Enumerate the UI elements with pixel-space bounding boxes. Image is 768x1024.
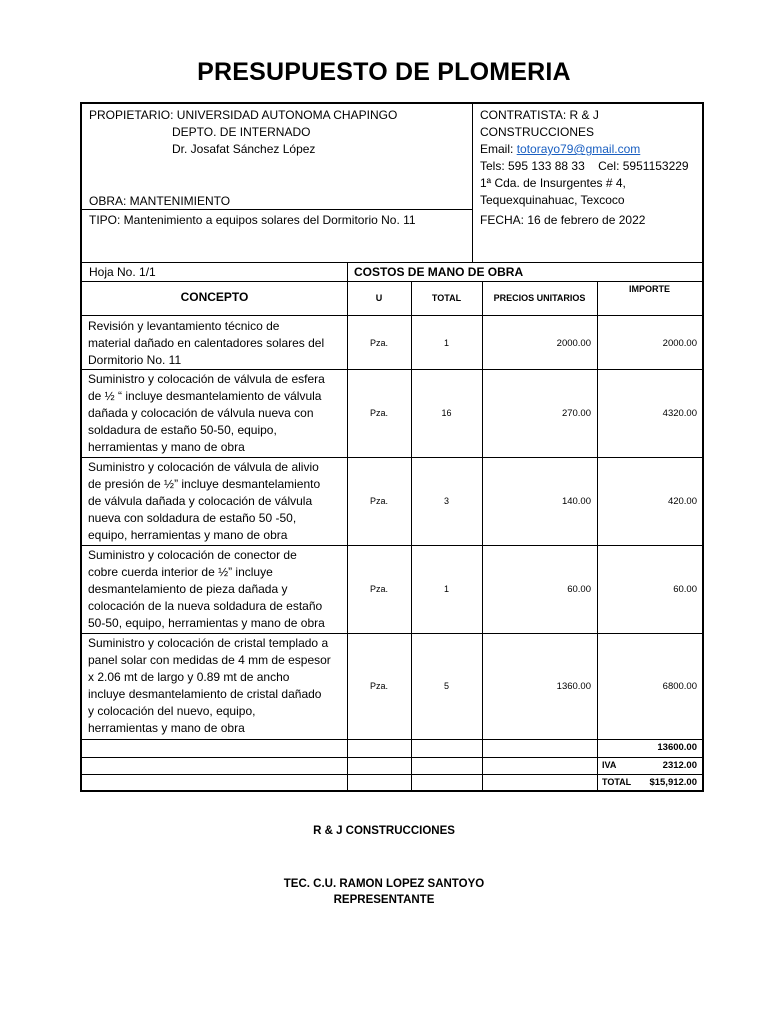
fecha-label: FECHA: 16 de febrero de 2022: [480, 213, 646, 227]
iva-label: IVA: [602, 760, 617, 770]
row-quantity: 5: [443, 681, 449, 691]
concept-line: y colocación del nuevo, equipo,: [88, 704, 256, 718]
concept-line: 50-50, equipo, herramientas y mano de obra: [88, 616, 325, 630]
obra-label: OBRA: MANTENIMIENTO: [89, 194, 231, 208]
iva-value: 2312.00: [662, 760, 697, 771]
propietario-label: PROPIETARIO: UNIVERSIDAD AUTONOMA CHAPINGO: [89, 108, 398, 122]
row-unit: Pza.: [369, 338, 388, 348]
phones: Tels: 595 133 88 33 Cel: 5951153229: [480, 159, 689, 173]
row-amount: 60.00: [673, 584, 697, 595]
subtotal-value: 13600.00: [657, 742, 697, 753]
concept-line: Suministro y colocación de conector de: [88, 548, 297, 562]
concept-line: soldadura de estaño 50-50, equipo,: [88, 423, 277, 437]
row-quantity: 1: [443, 338, 449, 348]
concept-line: colocación de la nueva soldadura de estaño: [88, 599, 323, 613]
row-unit-price: 1360.00: [556, 681, 591, 692]
email-row: [480, 141, 640, 158]
table-row-concept: [88, 635, 331, 737]
col-u: U: [375, 293, 383, 303]
contractor-line1: CONTRATISTA: R & J: [480, 108, 599, 122]
row-unit-price: 270.00: [561, 408, 591, 419]
row-unit: Pza.: [369, 408, 388, 418]
concept-line: Suministro y colocación de cristal templado a: [88, 636, 329, 650]
responsible-person: Dr. Josafat Sánchez López: [172, 142, 316, 156]
row-unit-price: 140.00: [561, 496, 591, 507]
col-concepto: CONCEPTO: [180, 290, 249, 304]
row-amount: 6800.00: [662, 681, 697, 692]
row-unit: Pza.: [369, 584, 388, 594]
row-amount: 2000.00: [662, 338, 697, 349]
concept-line: nueva con soldadura de estaño 50 -50,: [88, 511, 297, 525]
row-unit-price: 60.00: [567, 584, 591, 595]
row-unit: Pza.: [369, 681, 388, 691]
concept-line: de ½ “ incluye desmantelamiento de válvula: [88, 389, 322, 403]
concept-line: Suministro y colocación de válvula de alivio: [88, 460, 319, 474]
row-amount: 4320.00: [662, 408, 697, 419]
col-total: TOTAL: [431, 293, 462, 303]
concept-line: dañada y colocación de válvula nueva con: [88, 406, 314, 420]
sheet-number: Hoja No. 1/1: [89, 265, 156, 279]
row-amount: 420.00: [667, 496, 697, 507]
representative-name: TEC. C.U. RAMON LOPEZ SANTOYO: [283, 878, 485, 890]
concept-line: de válvula dañada y colocación de válvula: [88, 494, 313, 508]
row-quantity: 16: [441, 408, 452, 418]
row-unit: Pza.: [369, 496, 388, 506]
concept-line: cobre cuerda interior de ½” incluye: [88, 565, 273, 579]
concept-line: x 2.06 mt de largo y 0.89 mt de ancho: [88, 670, 290, 684]
concept-line: Dormitorio No. 11: [88, 353, 182, 367]
concept-line: herramientas y mano de obra: [88, 440, 245, 454]
table-row-concept: [88, 459, 320, 544]
total-label: TOTAL: [602, 777, 632, 787]
document-title: PRESUPUESTO DE PLOMERIA: [197, 58, 571, 86]
table-row-concept: [88, 318, 324, 369]
row-quantity: 3: [443, 496, 449, 506]
table-row-concept: [88, 371, 325, 456]
concept-line: equipo, herramientas y mano de obra: [88, 528, 288, 542]
concept-line: de presión de ½” incluye desmantelamiento: [88, 477, 321, 491]
row-unit-price: 2000.00: [556, 338, 591, 349]
concept-line: Revisión y levantamiento técnico de: [88, 319, 280, 333]
email-label: Email:: [480, 142, 517, 156]
email-link[interactable]: totorayo79@gmail.com: [516, 142, 641, 156]
concept-line: desmantelamiento de pieza dañada y: [88, 582, 288, 596]
contractor-line2: CONSTRUCCIONES: [480, 125, 595, 139]
budget-table: [80, 102, 704, 792]
address-line1: 1ª Cda. de Insurgentes # 4,: [480, 176, 626, 190]
col-precios: PRECIOS UNITARIOS: [493, 293, 586, 303]
department: DEPTO. DE INTERNADO: [172, 125, 311, 139]
total-value: $15,912.00: [649, 777, 697, 788]
tipo-label: TIPO: Mantenimiento a equipos solares del Dormitorio No. 11: [89, 213, 416, 227]
representative-role: REPRESENTANTE: [333, 894, 435, 906]
concept-line: panel solar con medidas de 4 mm de espesor: [88, 653, 331, 667]
col-importe: IMPORTE: [628, 284, 670, 294]
concept-line: material dañado en calentadores solares del: [88, 336, 325, 350]
table-row-concept: [88, 547, 325, 632]
section-title: COSTOS DE MANO DE OBRA: [354, 265, 524, 279]
concept-line: Suministro y colocación de válvula de esfera: [88, 372, 325, 386]
concept-line: incluye desmantelamiento de cristal dañado: [88, 687, 322, 701]
row-quantity: 1: [443, 584, 449, 594]
address-line2: Tequexquinahuac, Texcoco: [480, 193, 625, 207]
company-name: R & J CONSTRUCCIONES: [313, 825, 455, 837]
concept-line: herramientas y mano de obra: [88, 721, 245, 735]
